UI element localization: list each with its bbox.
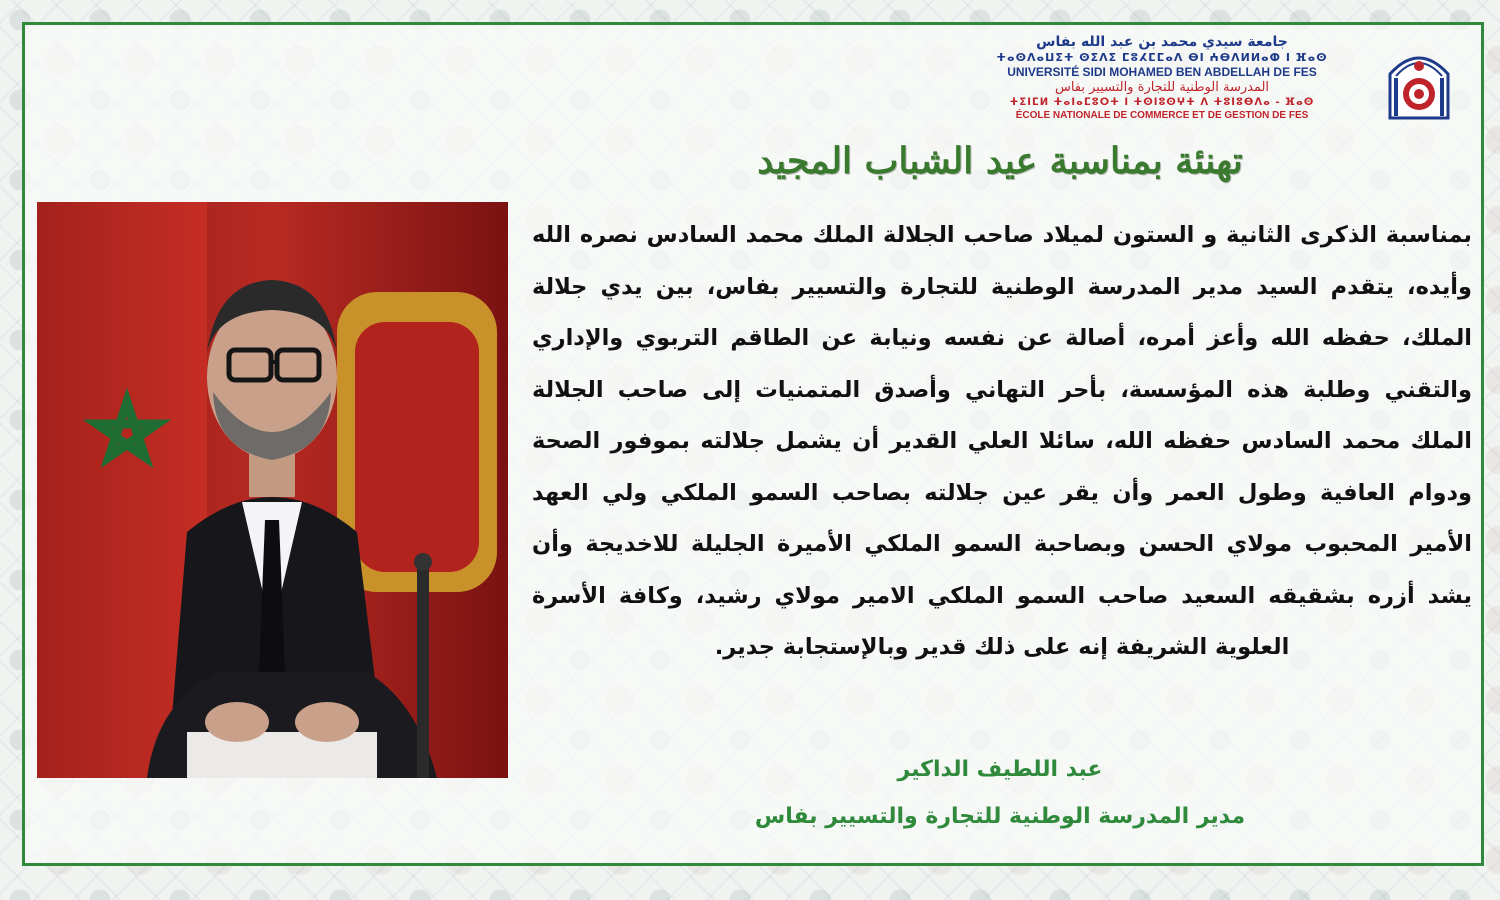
congratulation-message: بمناسبة الذكرى الثانية و الستون لميلاد صاحب الجلالة الملك محمد السادس نصره الله وأيده، يتقدم السيد مدير المدرسة الوطنية للتجارة والتسيير بفاس، بين يدي جلالة الملك، حفظه الله وأعز أمره، أصالة عن نفسه ونيابة عن الطاقم التربوي والإداري والتقني وطلبة هذه المؤسسة، بأحر التهاني وأصدق المتمنيات إلى صاحب الجلالة الملك محمد السادس حفظه الله، سائلا العلي القدير أن يشمل جلالته بموفور الصحة ودوام العافية وطول العمر وأن يقر عين جلالته بصاحب السمو الملكي ولي العهد الأمير المحبوب مولاي الحسن وبصاحبة السمو الملكي الأميرة الجليلة للاخديجة وأن يشد أزره بشقيقه السعيد صاحب السمو الملكي الامير مولاي رشيد، وكافة الأسرة العلوية الشريفة إنه على ذلك قدير وبالإستجابة جدير. [532,222,1472,660]
university-name-fr: UNIVERSITÉ SIDI MOHAMED BEN ABDELLAH DE FES [1007,65,1317,79]
university-emblem-icon [1384,44,1454,124]
school-name-tifinagh: ⵜⵉⵏⵎⵍ ⵜⴰⵏⴰⵎⵓⵔⵜ ⵏ ⵜⵙⵏⵓⵙⵖⵜ ⴷ ⵜⵓⵏⵓⴱⴷⴰ - ⴼⴰⵙ [1009,97,1315,108]
university-name-ar: جامعة سيدي محمد بن عبد الله بفاس [1036,34,1288,50]
portrait-illustration [37,202,508,778]
signatory-title: مدير المدرسة الوطنية للتجارة والتسيير بفاس [754,804,1246,829]
signatory-name: عبد اللطيف الداكير [897,757,1103,782]
university-name-tifinagh: ⵜⴰⵙⴷⴰⵡⵉⵜ ⵙⵉⴷⵉ ⵎⵓⵃⵎⵎⴰⴷ ⴱⵏ ⵄⴱⴷⵍⵍⴰⵀ ⵏ ⴼⴰⵙ [996,51,1328,64]
king-portrait-photo [37,202,508,778]
institution-logo [780,34,1480,134]
logo-text-block [952,34,1372,122]
school-name-ar: المدرسة الوطنية للتجارة والتسيير بفاس [1054,80,1270,95]
page-title: تهنئة بمناسبة عيد الشباب المجيد [757,140,1243,182]
school-name-fr: ÉCOLE NATIONALE DE COMMERCE ET DE GESTION DE FES [1015,110,1309,121]
